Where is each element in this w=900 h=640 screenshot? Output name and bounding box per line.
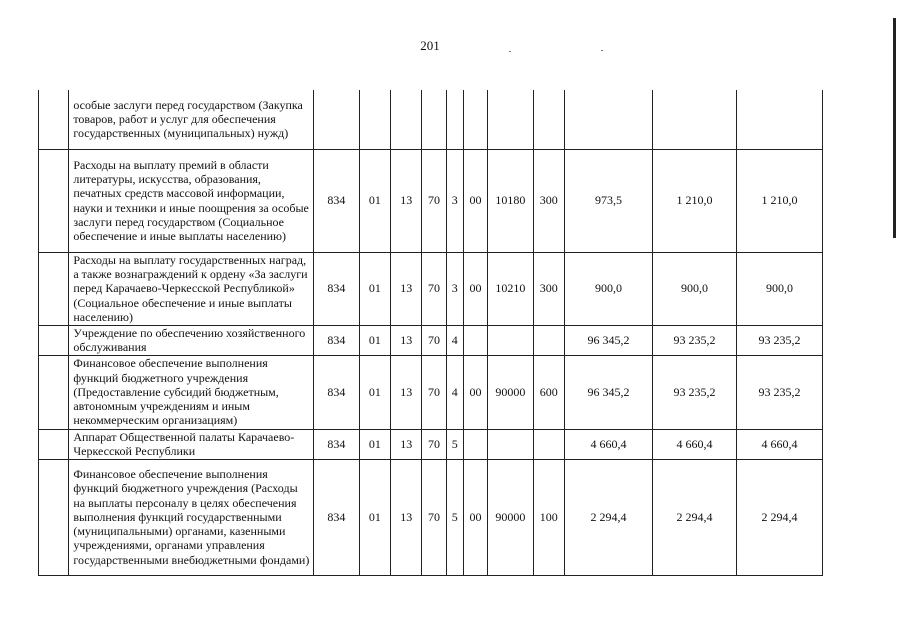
program-code: 70	[422, 252, 446, 325]
subprogram-code	[446, 90, 463, 149]
amount-year-3: 4 660,4	[736, 429, 822, 459]
table-row	[39, 90, 823, 149]
expense-type-code	[533, 429, 564, 459]
section-code: 01	[359, 149, 390, 252]
subsection-code: 13	[391, 459, 422, 575]
amount-year-3: 93 235,2	[736, 325, 822, 355]
row-number-cell	[39, 149, 69, 252]
scan-edge-mark	[893, 18, 896, 238]
expense-type-code	[533, 325, 564, 355]
amount-year-2	[652, 90, 736, 149]
direction-code	[463, 90, 487, 149]
program-code: 70	[422, 459, 446, 575]
expense-description: Финансовое обеспечение выполнения функций бюджетного учреждения (Расходы на выплаты персоналу в целях обеспечения выполнения функций государственными (муниципальными) органами, казенными учреждениями, органами управления государственными внебюджетными фондами)	[69, 459, 314, 575]
scan-speck	[601, 50, 603, 51]
amount-year-2: 4 660,4	[652, 429, 736, 459]
expense-type-code: 600	[533, 355, 564, 429]
expense-type-code: 100	[533, 459, 564, 575]
amount-year-1: 96 345,2	[564, 355, 652, 429]
table-row	[39, 459, 823, 575]
amount-year-3: 2 294,4	[736, 459, 822, 575]
scan-speck	[509, 51, 511, 52]
row-number-cell	[39, 355, 69, 429]
subprogram-code: 3	[446, 149, 463, 252]
section-code: 01	[359, 325, 390, 355]
subprogram-code: 3	[446, 252, 463, 325]
amount-year-3: 93 235,2	[736, 355, 822, 429]
program-code: 70	[422, 149, 446, 252]
row-number-cell	[39, 459, 69, 575]
amount-year-2: 93 235,2	[652, 325, 736, 355]
table-row	[39, 149, 823, 252]
table-row	[39, 355, 823, 429]
amount-year-3	[736, 90, 822, 149]
amount-year-1: 2 294,4	[564, 459, 652, 575]
subsection-code: 13	[391, 149, 422, 252]
target-code	[488, 90, 534, 149]
row-number-cell	[39, 252, 69, 325]
row-number-cell	[39, 325, 69, 355]
program-code: 70	[422, 429, 446, 459]
section-code: 01	[359, 429, 390, 459]
ministry-code: 834	[314, 252, 360, 325]
program-code	[422, 90, 446, 149]
subsection-code: 13	[391, 429, 422, 459]
direction-code: 00	[463, 149, 487, 252]
subsection-code: 13	[391, 355, 422, 429]
target-code: 90000	[488, 459, 534, 575]
amount-year-1	[564, 90, 652, 149]
ministry-code: 834	[314, 459, 360, 575]
expense-description: особые заслуги перед государством (Закупка товаров, работ и услуг для обеспечения государственных (муниципальных) нужд)	[69, 90, 314, 149]
budget-table	[38, 90, 823, 576]
section-code: 01	[359, 252, 390, 325]
expense-description: Аппарат Общественной палаты Карачаево-Черкесской Республики	[69, 429, 314, 459]
row-number-cell	[39, 429, 69, 459]
subsection-code	[391, 90, 422, 149]
amount-year-3: 1 210,0	[736, 149, 822, 252]
amount-year-2: 1 210,0	[652, 149, 736, 252]
subsection-code: 13	[391, 325, 422, 355]
expense-description: Финансовое обеспечение выполнения функций бюджетного учреждения (Предоставление субсидий бюджетным, автономным учреждениям и иным некоммерческим организациям)	[69, 355, 314, 429]
ministry-code	[314, 90, 360, 149]
target-code	[488, 429, 534, 459]
table-row	[39, 252, 823, 325]
amount-year-1: 4 660,4	[564, 429, 652, 459]
page-number: 201	[420, 38, 440, 53]
subprogram-code: 4	[446, 325, 463, 355]
direction-code: 00	[463, 459, 487, 575]
target-code	[488, 325, 534, 355]
direction-code	[463, 325, 487, 355]
subprogram-code: 5	[446, 429, 463, 459]
row-number-cell	[39, 90, 69, 149]
program-code: 70	[422, 325, 446, 355]
direction-code: 00	[463, 252, 487, 325]
subprogram-code: 5	[446, 459, 463, 575]
ministry-code: 834	[314, 429, 360, 459]
table-row	[39, 429, 823, 459]
ministry-code: 834	[314, 149, 360, 252]
expense-description: Расходы на выплату государственных наград, а также вознаграждений к ордену «За заслуги перед Карачаево-Черкесской Республикой» (Социальное обеспечение и иные выплаты населению)	[69, 252, 314, 325]
expense-type-code: 300	[533, 252, 564, 325]
direction-code	[463, 429, 487, 459]
amount-year-2: 93 235,2	[652, 355, 736, 429]
expense-type-code	[533, 90, 564, 149]
direction-code: 00	[463, 355, 487, 429]
subprogram-code: 4	[446, 355, 463, 429]
expense-type-code: 300	[533, 149, 564, 252]
target-code: 10180	[488, 149, 534, 252]
amount-year-1: 900,0	[564, 252, 652, 325]
section-code: 01	[359, 459, 390, 575]
section-code	[359, 90, 390, 149]
amount-year-1: 96 345,2	[564, 325, 652, 355]
amount-year-1: 973,5	[564, 149, 652, 252]
target-code: 90000	[488, 355, 534, 429]
amount-year-2: 900,0	[652, 252, 736, 325]
amount-year-2: 2 294,4	[652, 459, 736, 575]
amount-year-3: 900,0	[736, 252, 822, 325]
ministry-code: 834	[314, 355, 360, 429]
section-code: 01	[359, 355, 390, 429]
target-code: 10210	[488, 252, 534, 325]
table-row	[39, 325, 823, 355]
ministry-code: 834	[314, 325, 360, 355]
subsection-code: 13	[391, 252, 422, 325]
program-code: 70	[422, 355, 446, 429]
expense-description: Учреждение по обеспечению хозяйственного обслуживания	[69, 325, 314, 355]
expense-description: Расходы на выплату премий в области литературы, искусства, образования, печатных средств массовой информации, науки и техники и иные поощрения за особые заслуги перед государством (Социальное обеспечение и иные выплаты населению)	[69, 149, 314, 252]
